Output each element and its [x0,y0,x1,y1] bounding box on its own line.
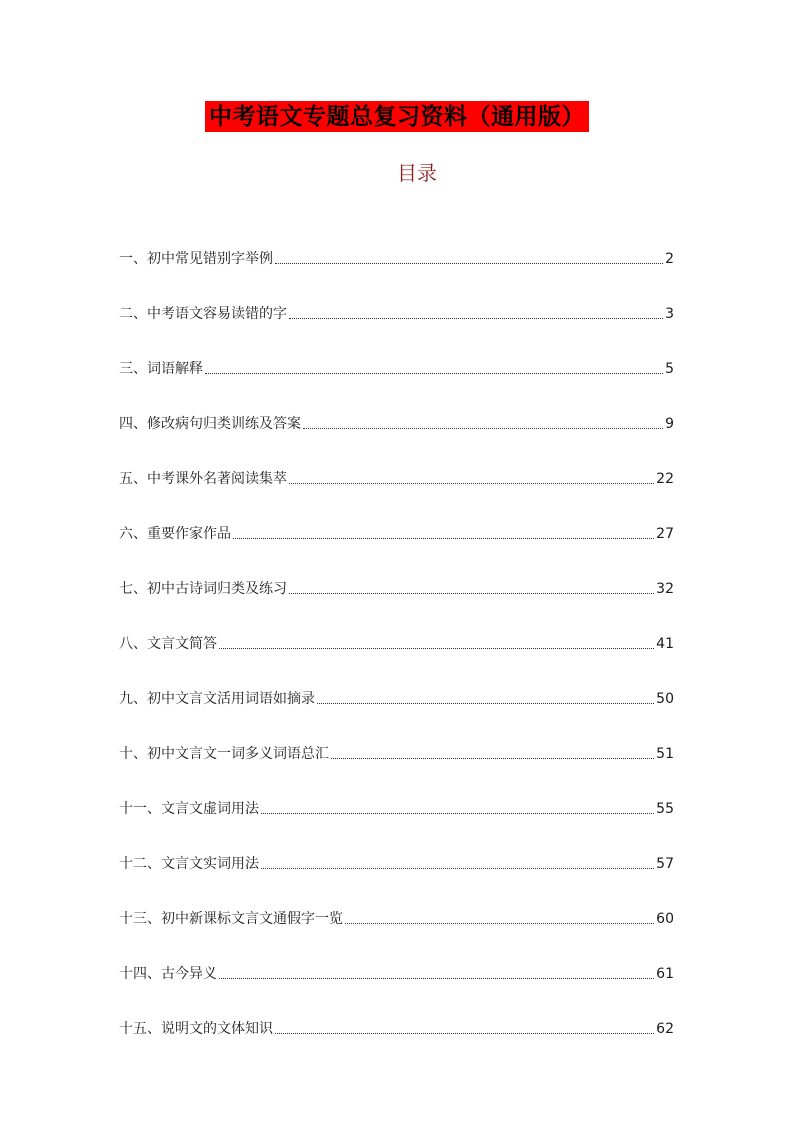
dot-leader [289,318,663,319]
table-of-contents [119,214,674,1039]
toc-entry-1[interactable] [119,214,674,269]
toc-entry-12[interactable] [119,819,674,874]
toc-entry-label: 十三、初中新课标文言文通假字一览 [119,911,343,927]
toc-entry-4[interactable] [119,379,674,434]
dot-leader [331,758,654,759]
toc-entry-page: 22 [656,471,674,487]
dot-leader [205,373,663,374]
toc-entry-label: 六、重要作家作品 [119,526,231,542]
toc-entry-label: 一、初中常见错别字举例 [119,251,273,267]
dot-leader [275,263,663,264]
toc-entry-page: 57 [656,856,674,872]
toc-entry-page: 27 [656,526,674,542]
dot-leader [233,538,654,539]
toc-entry-6[interactable] [119,489,674,544]
dot-leader [303,428,663,429]
toc-entry-label: 四、修改病句归类训练及答案 [119,416,301,432]
toc-entry-page: 55 [656,801,674,817]
toc-entry-13[interactable] [119,874,674,929]
dot-leader [289,593,654,594]
toc-entry-9[interactable] [119,654,674,709]
toc-entry-10[interactable] [119,709,674,764]
dot-leader [317,703,654,704]
dot-leader [345,923,654,924]
toc-entry-8[interactable] [119,599,674,654]
toc-entry-label: 九、初中文言文活用词语如摘录 [119,691,315,707]
dot-leader [261,813,654,814]
toc-entry-5[interactable] [119,434,674,489]
toc-entry-label: 十四、古今异义 [119,966,217,982]
toc-entry-label: 五、中考课外名著阅读集萃 [119,471,287,487]
toc-entry-11[interactable] [119,764,674,819]
toc-entry-7[interactable] [119,544,674,599]
toc-entry-page: 51 [656,746,674,762]
toc-entry-page: 32 [656,581,674,597]
title-container [0,101,794,132]
toc-entry-label: 十一、文言文虚词用法 [119,801,259,817]
toc-entry-page: 5 [665,361,674,377]
document-title: 中考语文专题总复习资料（通用版） [205,101,589,132]
toc-entry-page: 9 [665,416,674,432]
toc-entry-3[interactable] [119,324,674,379]
dot-leader [275,1033,654,1034]
toc-entry-label: 三、词语解释 [119,361,203,377]
toc-heading: 目录 [397,161,437,185]
toc-entry-label: 十五、说明文的文体知识 [119,1021,273,1037]
toc-entry-label: 二、中考语文容易读错的字 [119,306,287,322]
toc-entry-2[interactable] [119,269,674,324]
toc-entry-label: 七、初中古诗词归类及练习 [119,581,287,597]
toc-entry-label: 十二、文言文实词用法 [119,856,259,872]
toc-entry-page: 61 [656,966,674,982]
toc-entry-label: 十、初中文言文一词多义词语总汇 [119,746,329,762]
toc-entry-15[interactable] [119,984,674,1039]
toc-entry-page: 60 [656,911,674,927]
toc-entry-page: 62 [656,1021,674,1037]
toc-entry-page: 41 [656,636,674,652]
toc-entry-page: 50 [656,691,674,707]
toc-entry-14[interactable] [119,929,674,984]
dot-leader [261,868,654,869]
toc-entry-label: 八、文言文简答 [119,636,217,652]
toc-entry-page: 3 [665,306,674,322]
toc-entry-page: 2 [665,251,674,267]
dot-leader [219,978,654,979]
dot-leader [219,648,654,649]
dot-leader [289,483,654,484]
